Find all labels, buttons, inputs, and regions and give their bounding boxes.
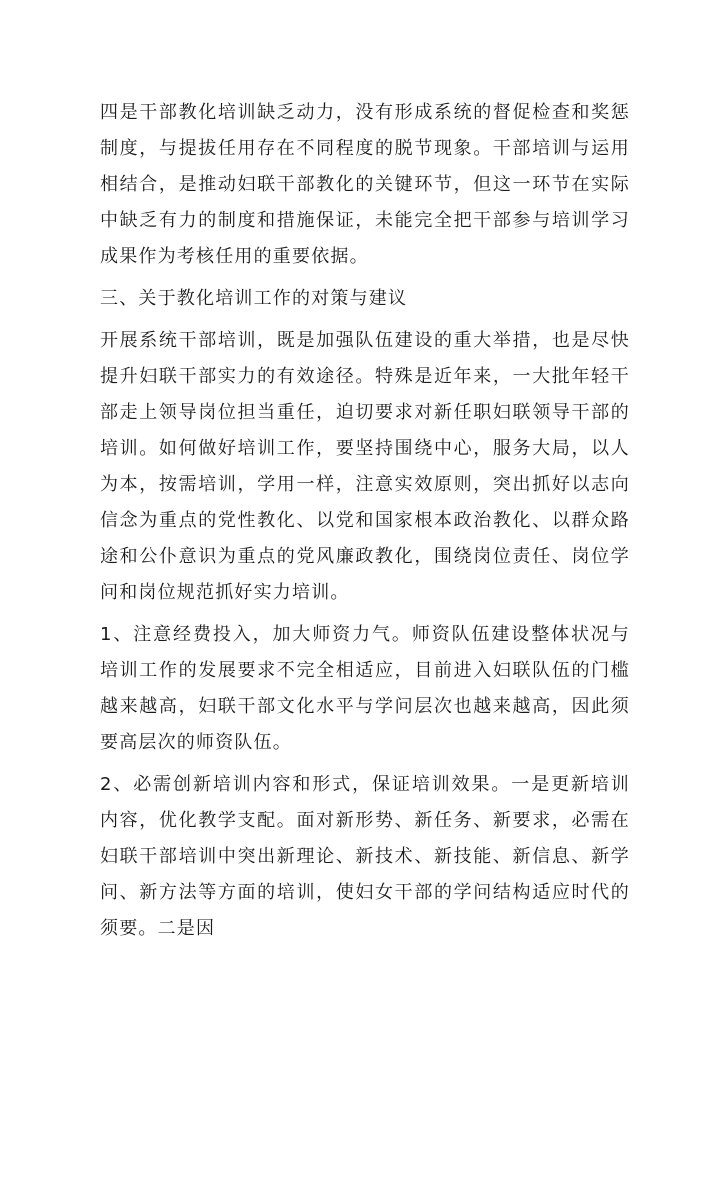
document-body [100, 95, 630, 953]
paragraph-2: 开展系统干部培训，既是加强队伍建设的重大举措，也是尽快提升妇联干部实力的有效途径。特殊是近年来，一大批年轻干部走上领导岗位担当重任，迫切要求对新任职妇联领导干部的培训。如何做好培训工作，要坚持围绕中心，服务大局，以人为本，按需培训，学用一样，注意实效原则，突出抓好以志向信念为重点的党性教化、以党和国家根本政治教化、以群众路途和公仆意识为重点的党风廉政教化，围绕岗位责任、岗位学问和岗位规范抓好实力培训。 [100, 330, 630, 603]
paragraph-4: 2、必需创新培训内容和形式，保证培训效果。一是更新培训内容，优化教学支配。面对新形势、新任务、新要求，必需在妇联干部培训中突出新理论、新技术、新技能、新信息、新学问、新方法等方面的培训，使妇女干部的学问结构适应时代的须要。二是因 [100, 774, 630, 939]
paragraph-1: 四是干部教化培训缺乏动力，没有形成系统的督促检查和奖惩制度，与提拔任用存在不同程度的脱节现象。干部培训与运用相结合，是推动妇联干部教化的关键环节，但这一环节在实际中缺乏有力的制度和措施保证，未能完全把干部参与培训学习成果作为考核任用的重要依据。 [100, 102, 630, 267]
paragraph-3: 1、注意经费投入，加大师资力气。师资队伍建设整体状况与培训工作的发展要求不完全相适应，目前进入妇联队伍的门槛越来越高，妇联干部文化水平与学问层次也越来越高，因此须要高层次的师资队伍。 [100, 624, 630, 753]
section-heading: 三、关于教化培训工作的对策与建议 [100, 288, 408, 309]
